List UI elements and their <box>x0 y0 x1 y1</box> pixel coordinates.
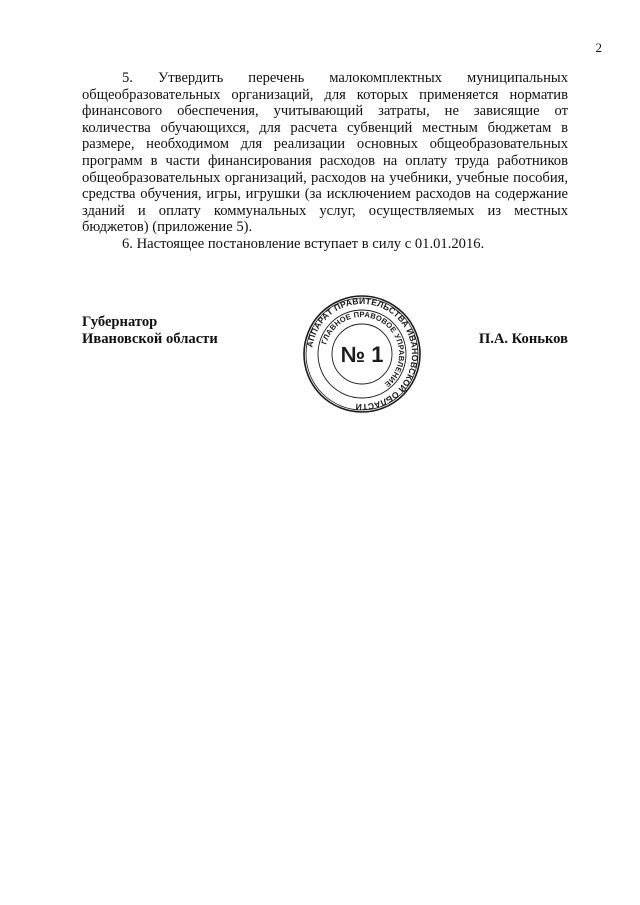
signer-name: П.А. Коньков <box>478 331 568 347</box>
official-seal <box>302 294 422 414</box>
seal-outer-text: АППАРАТ ПРАВИТЕЛЬСТВА ИВАНОВСКОЙ ОБЛАСТИ <box>304 295 421 413</box>
signer-title-line-2: Ивановской области <box>82 331 218 347</box>
signature-block <box>82 295 568 413</box>
seal-inner-text: ГЛАВНОЕ ПРАВОВОЕ УПРАВЛЕНИЕ <box>319 309 407 390</box>
signer-title <box>82 314 218 348</box>
seal-center-number: № 1 <box>340 342 384 367</box>
document-body <box>82 70 568 253</box>
page-number: 2 <box>595 40 602 55</box>
paragraph-5: 5. Утвердить перечень малокомплектных муниципальных общеобразовательных организаций, для которых применяется норматив финансового обеспечения, учитывающий затраты, не зависящие от количества обучающихся, для расчета субвенций местным бюджетам в размере, необходимом для реализации основных общеобразовательных программ в части финансирования расходов на оплату труда работников общеобразовательных организаций, расходов на учебники, учебные пособия, средства обучения, игры, игрушки (за исключением расходов на содержание зданий и оплату коммунальных услуг, осуществляемых из местных бюджетов) (приложение 5). <box>82 70 568 236</box>
paragraph-6: 6. Настоящее постановление вступает в силу с 01.01.2016. <box>122 235 485 252</box>
signer-title-line-1: Губернатор <box>82 314 158 330</box>
